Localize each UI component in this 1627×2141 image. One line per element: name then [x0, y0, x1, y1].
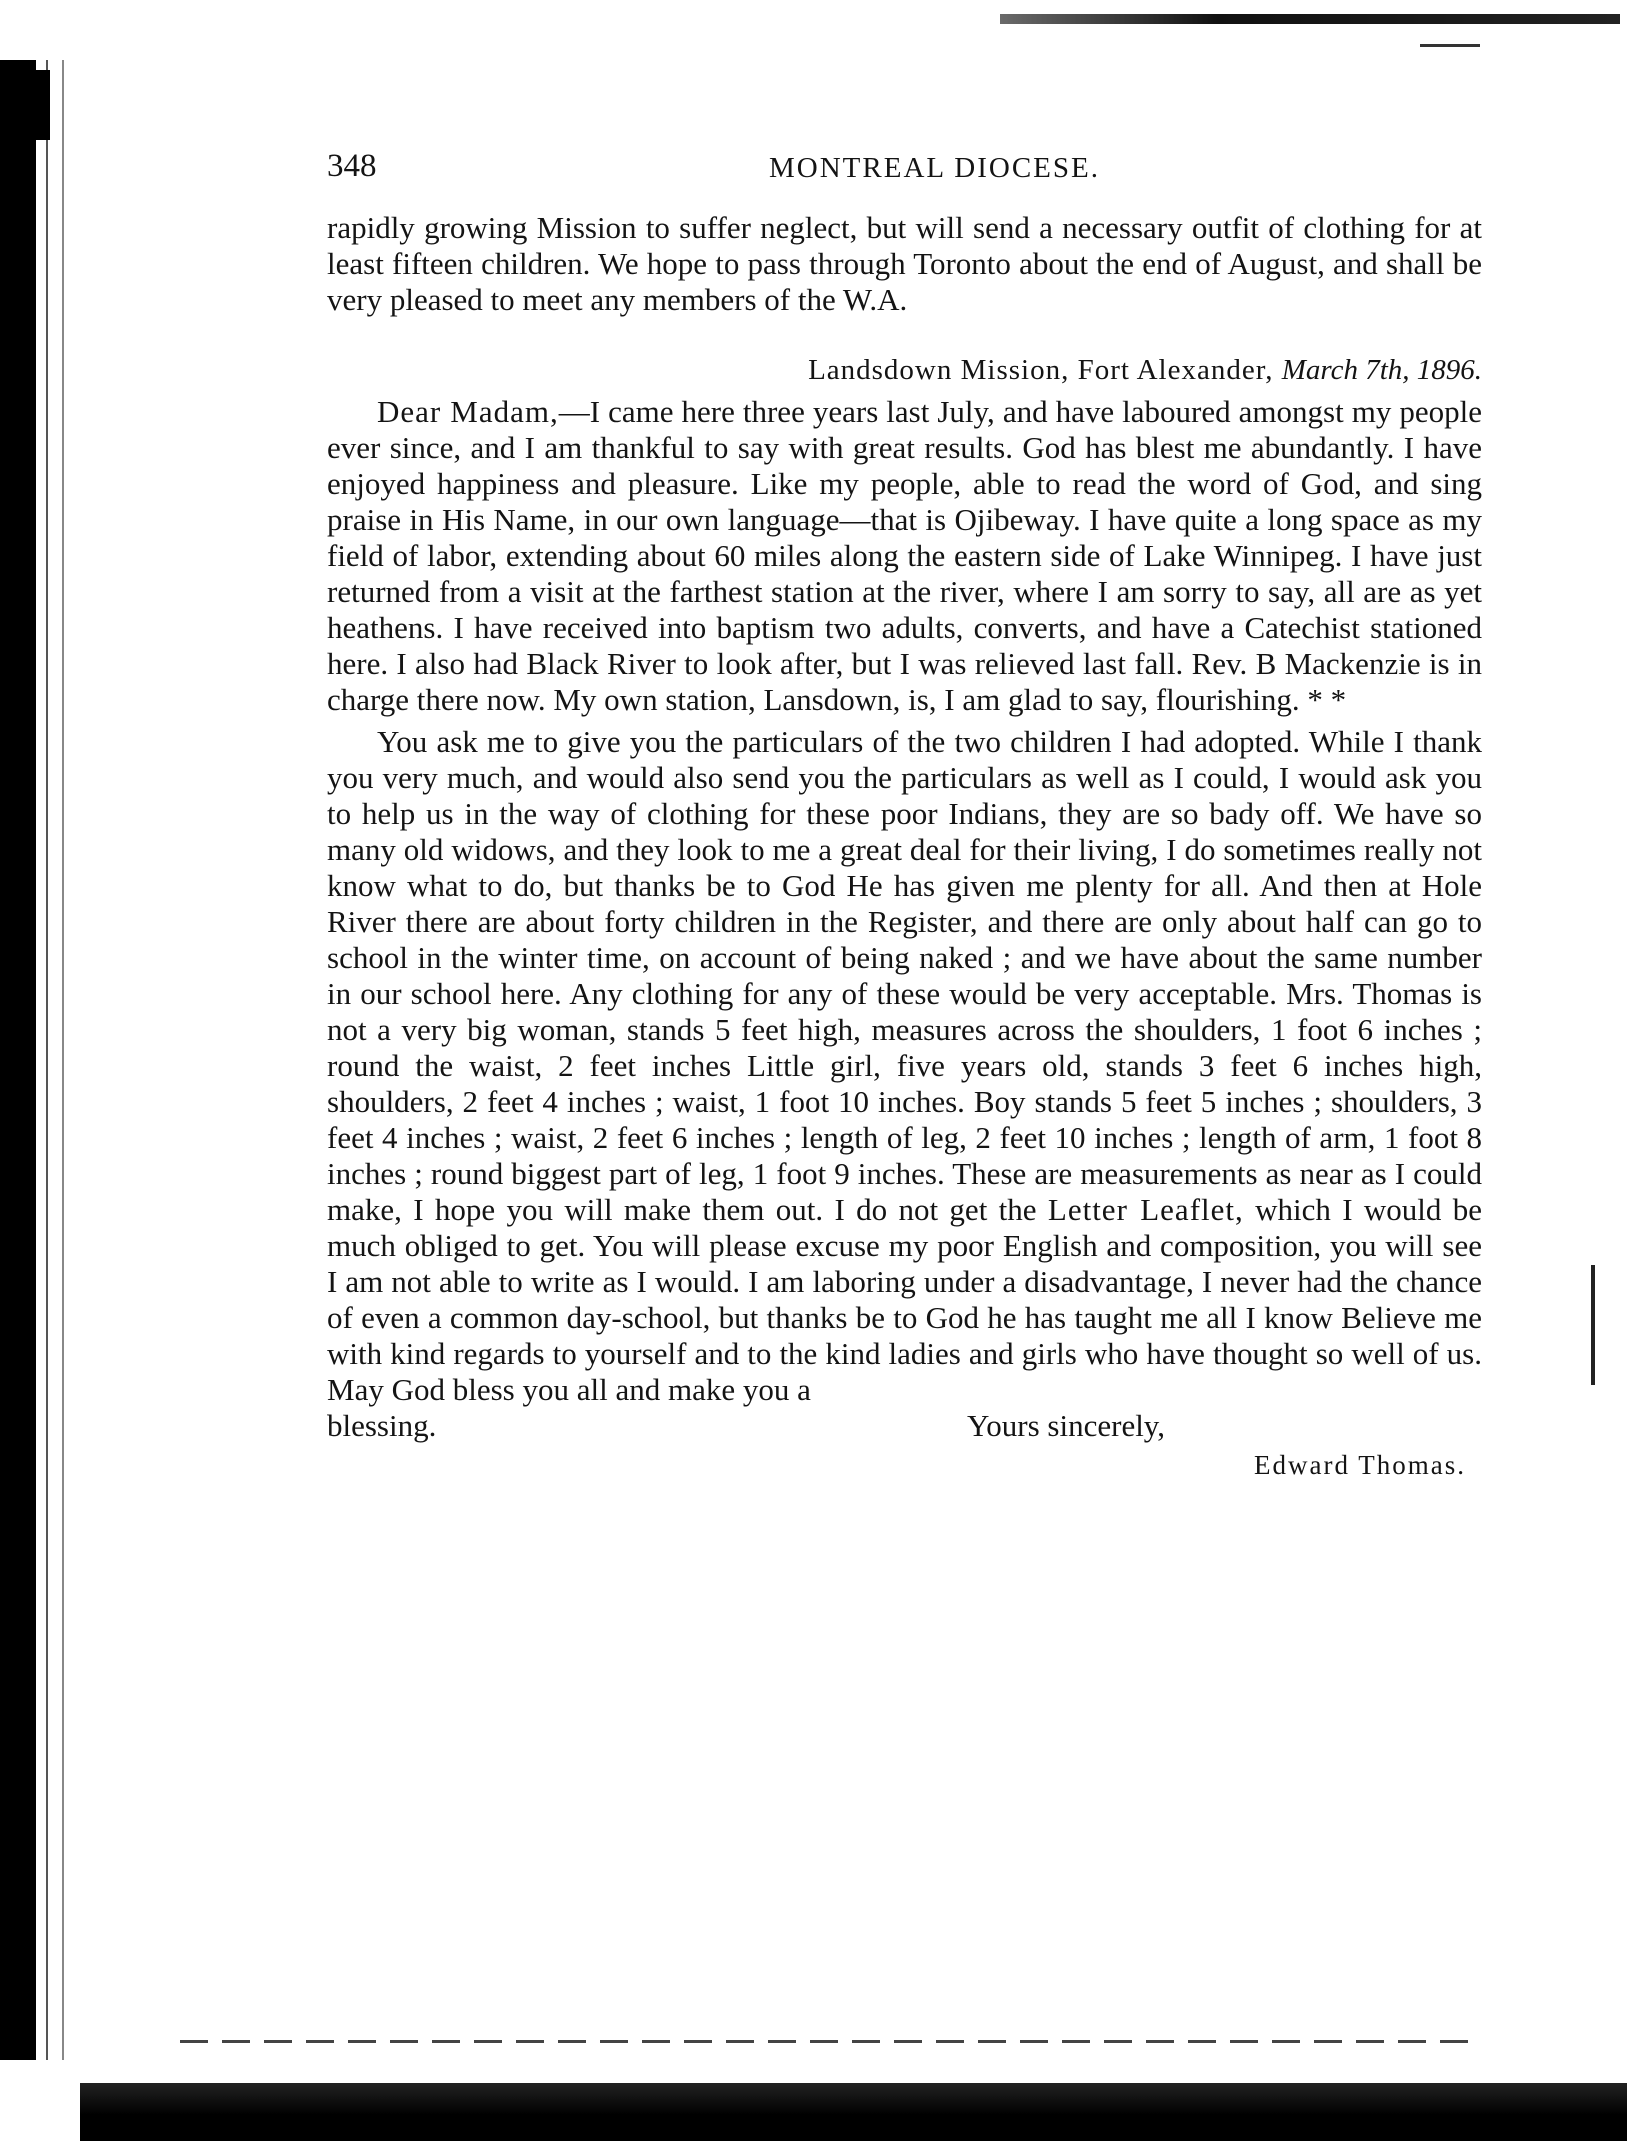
letter-paragraph-2	[327, 724, 1482, 1408]
letter-paragraph-2-text-b: which I would be much obliged to get. You will please excuse my poor English and composition, you will see I am not able to write as I would. I am laboring under a disadvantage, I never had the chance of even a common day-school, but thanks be to God he has taught me all I know Believe me with kind regards to yourself and to the kind ladies and girls who have thought so well of us. May God bless you all and make you a	[327, 1192, 1483, 1407]
letter-closing-word: blessing.	[327, 1408, 437, 1443]
scan-bottom-rule	[180, 2040, 1480, 2043]
scan-top-mark	[1420, 44, 1480, 47]
letter-closing-row	[327, 1408, 1482, 1444]
scan-binding-edge	[0, 60, 80, 2060]
page-number: 348	[327, 148, 377, 184]
scan-binding-block	[0, 70, 50, 140]
scan-top-rule	[1000, 14, 1620, 24]
scan-bottom-edge	[80, 2075, 1627, 2141]
letter-paragraph-1-text: —I came here three years last July, and have laboured amongst my people ever since, and I am thankful to say with great results. God has blest me abundantly. I have enjoyed happiness and pleasure. Like my people, able to read the word of God, and sing praise in His Name, in our own language—that is Ojibeway. I have quite a long space as my field of labor, extending about 60 miles along the eastern side of Lake Winnipeg. I have just returned from a visit at the farthest station at the river, where I am sorry to say, all are as yet heathens. I have received into baptism two adults, converts, and have a Catechist stationed here. I also had Black River to look after, but I was relieved last fall. Rev. B Mackenzie is in charge there now. My own station, Lansdown, is, I am glad to say, flourishing. * *	[327, 394, 1482, 717]
letter-closing: Yours sincerely,	[967, 1408, 1166, 1443]
dateline-place: Landsdown Mission, Fort Alexander,	[808, 354, 1274, 386]
letter-dateline	[327, 352, 1482, 388]
dateline-date: March 7th, 1896.	[1281, 354, 1482, 386]
letter-signature: Edward Thomas.	[1254, 1450, 1466, 1480]
scan-margin-mark	[1591, 1265, 1595, 1385]
letter-paragraph-1	[327, 394, 1482, 718]
running-head	[327, 148, 1482, 196]
letter-salutation: Dear Madam,	[377, 394, 559, 429]
letter-paragraph-2-text-a: You ask me to give you the particulars of the two children I had adopted. While I thank you very much, and would also send you the particulars as well as I could, I would ask you to help us in the way of clothing for these poor Indians, they are so bady off. We have so many old widows, and they look to me a great deal for their living, I do sometimes really not know what to do, but thanks be to God He has given me plenty for all. And then at Hole River there are about forty children in the Register, and there are only about half can go to school in the winter time, on account of being naked ; and we have about the same number in our school here. Any clothing for any of these would be very acceptable. Mrs. Thomas is not a very big woman, stands 5 feet high, measures across the shoulders, 1 foot 6 inches ; round the waist, 2 feet inches Little girl, five years old, stands 3 feet 6 inches high, shoulders, 2 feet 4 inches ; waist, 1 foot 10 inches. Boy stands 5 feet 5 inches ; shoulders, 3 feet 4 inches ; waist, 2 feet 6 inches ; length of leg, 2 feet 10 inches ; length of arm, 1 foot 8 inches ; round biggest part of leg, 1 foot 9 inches. These are measurements as near as I could make, I hope you will make them out. I do not get the	[327, 724, 1482, 1227]
letter-leaflet-name: Letter Leaflet,	[1047, 1192, 1244, 1227]
intro-paragraph: rapidly growing Mission to suffer neglect, but will send a necessary outfit of clothing for at least fifteen children. We hope to pass through Toronto about the end of August, and shall be very pleased to meet any members of the W.A.	[327, 210, 1482, 317]
document-page	[327, 148, 1482, 1481]
page-title: MONTREAL DIOCESE.	[769, 152, 1100, 184]
